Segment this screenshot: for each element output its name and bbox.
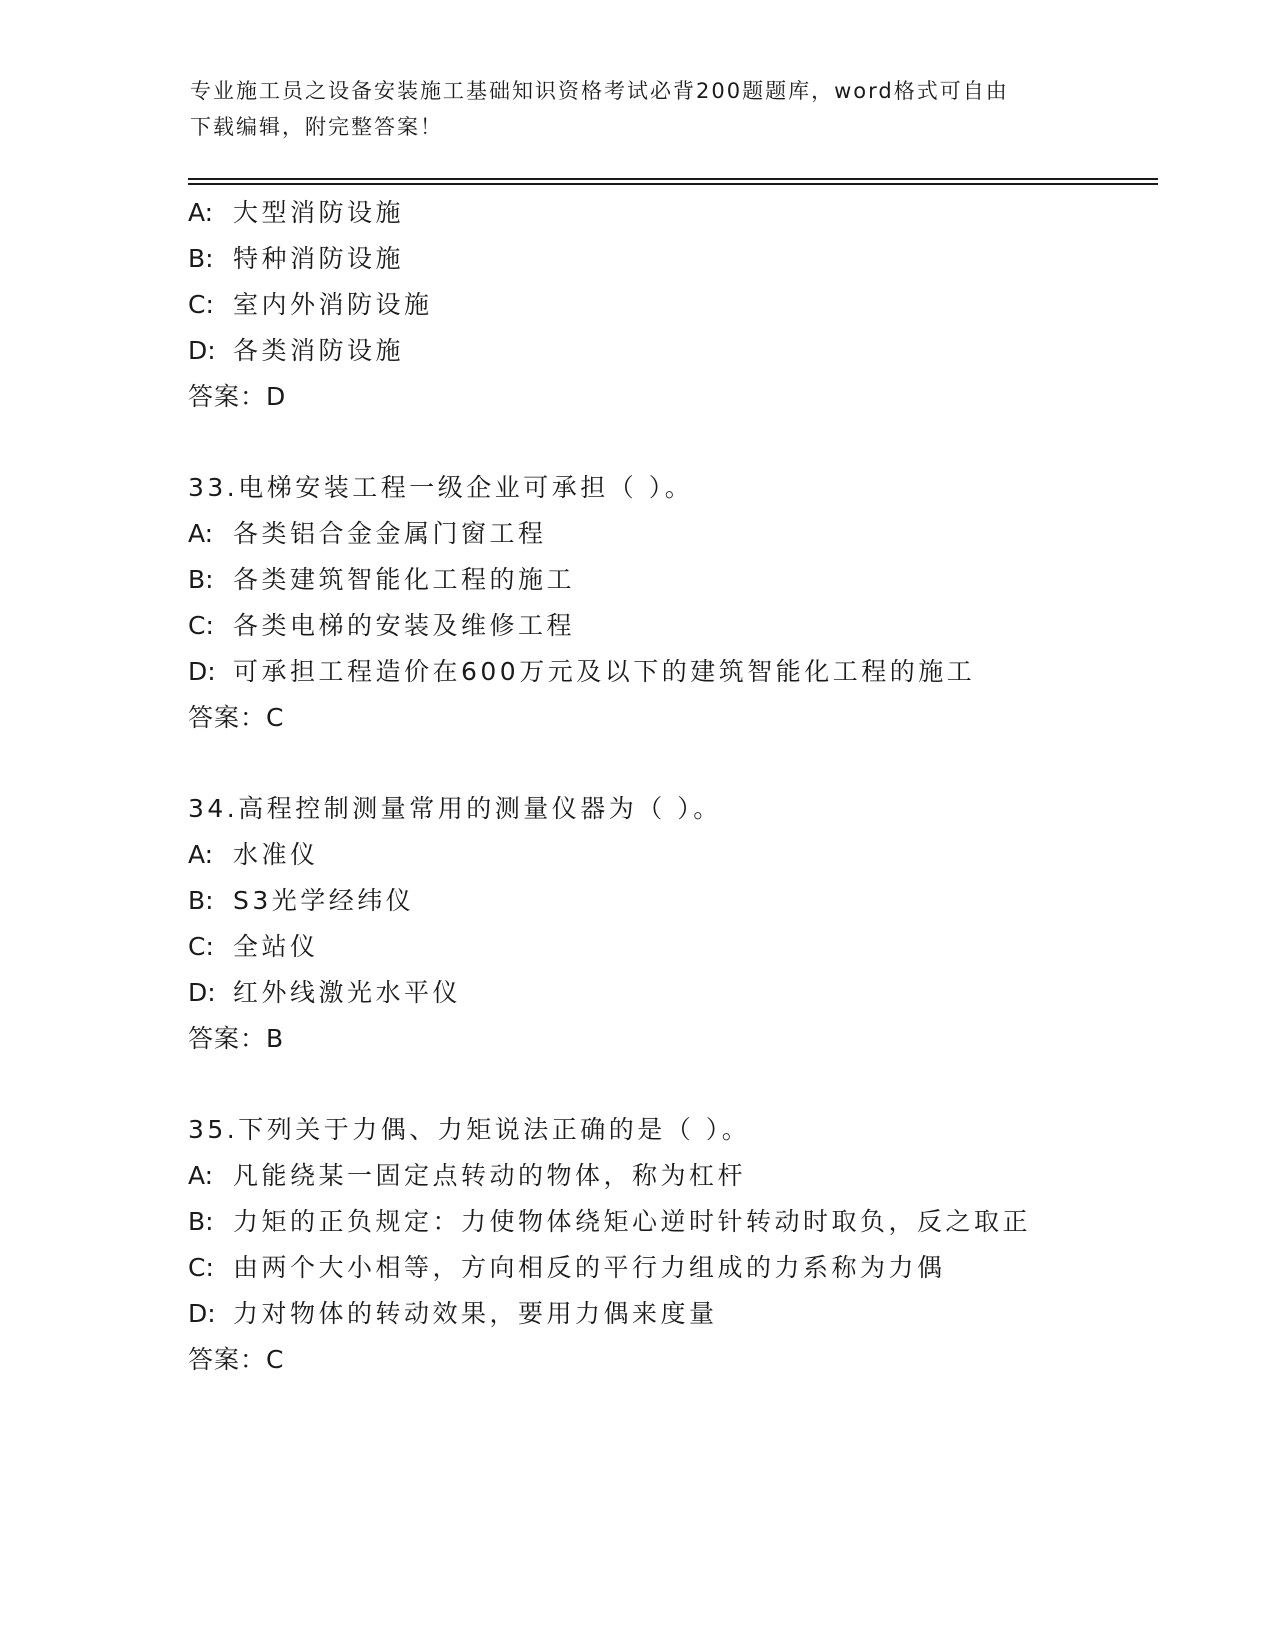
option-label: B: [188,565,214,594]
option-label: C: [188,932,214,961]
option-text: 水准仪 [233,840,319,869]
header-divider-top [188,178,1158,180]
option-text: 室内外消防设施 [233,290,433,319]
question-block-33 [188,465,1148,741]
option-text: 可承担工程造价在600万元及以下的建筑智能化工程的施工 [233,657,976,686]
option-a [188,832,1148,878]
option-label: C: [188,611,214,640]
question-stem: 34.高程控制测量常用的测量仪器为（ ）。 [188,794,722,823]
question-stem: 35.下列关于力偶、力矩说法正确的是（ ）。 [188,1115,751,1144]
option-text: 特种消防设施 [233,244,405,273]
option-label: C: [188,290,214,319]
option-label: A: [188,198,214,227]
question-block-35 [188,1107,1148,1383]
option-text: 由两个大小相等，方向相反的平行力组成的力系称为力偶 [233,1253,946,1282]
option-text: 全站仪 [233,932,319,961]
option-label: A: [188,1161,214,1190]
option-label: D: [188,978,216,1007]
option-text: 各类消防设施 [233,336,405,365]
option-a [188,1153,1148,1199]
option-c [188,603,1148,649]
option-d [188,1291,1148,1337]
question-stem: 33.电梯安装工程一级企业可承担（ ）。 [188,473,694,502]
option-c [188,1245,1148,1291]
option-text: 力矩的正负规定：力使物体绕矩心逆时针转动时取负，反之取正 [233,1207,1032,1236]
option-a [188,511,1148,557]
option-label: B: [188,244,214,273]
option-d [188,649,1148,695]
option-a [188,190,1148,236]
header-divider-bottom [188,183,1158,185]
option-text: 力对物体的转动效果，要用力偶来度量 [233,1299,718,1328]
option-text: S3光学经纬仪 [233,886,415,915]
question-block-34 [188,786,1148,1062]
option-text: 凡能绕某一固定点转动的物体，称为杠杆 [233,1161,747,1190]
option-label: D: [188,336,216,365]
option-b [188,878,1148,924]
option-label: A: [188,519,214,548]
header-title-line-2: 下载编辑，附完整答案！ [190,115,443,139]
spacer [188,420,1148,465]
option-b [188,236,1148,282]
option-text: 各类铝合金金属门窗工程 [233,519,547,548]
option-label: C: [188,1253,214,1282]
answer-line: 答案：C [188,703,285,732]
option-d [188,970,1148,1016]
option-c [188,924,1148,970]
answer-line: 答案：B [188,1024,285,1053]
option-label: D: [188,657,216,686]
answer-line: 答案：C [188,1345,285,1374]
option-text: 各类电梯的安装及维修工程 [233,611,576,640]
option-c [188,282,1148,328]
document-header [190,73,1090,145]
spacer [188,1062,1148,1107]
option-text: 红外线激光水平仪 [233,978,462,1007]
option-text: 各类建筑智能化工程的施工 [233,565,576,594]
option-label: B: [188,886,214,915]
option-b [188,1199,1148,1245]
question-list [188,190,1148,1383]
option-label: D: [188,1299,216,1328]
option-b [188,557,1148,603]
answer-line: 答案：D [188,382,287,411]
question-block-previous [188,190,1148,420]
option-label: B: [188,1207,214,1236]
header-title-line-1: 专业施工员之设备安装施工基础知识资格考试必背200题题库，word格式可自由 [190,79,1009,103]
option-label: A: [188,840,214,869]
option-d [188,328,1148,374]
option-text: 大型消防设施 [233,198,405,227]
spacer [188,741,1148,786]
